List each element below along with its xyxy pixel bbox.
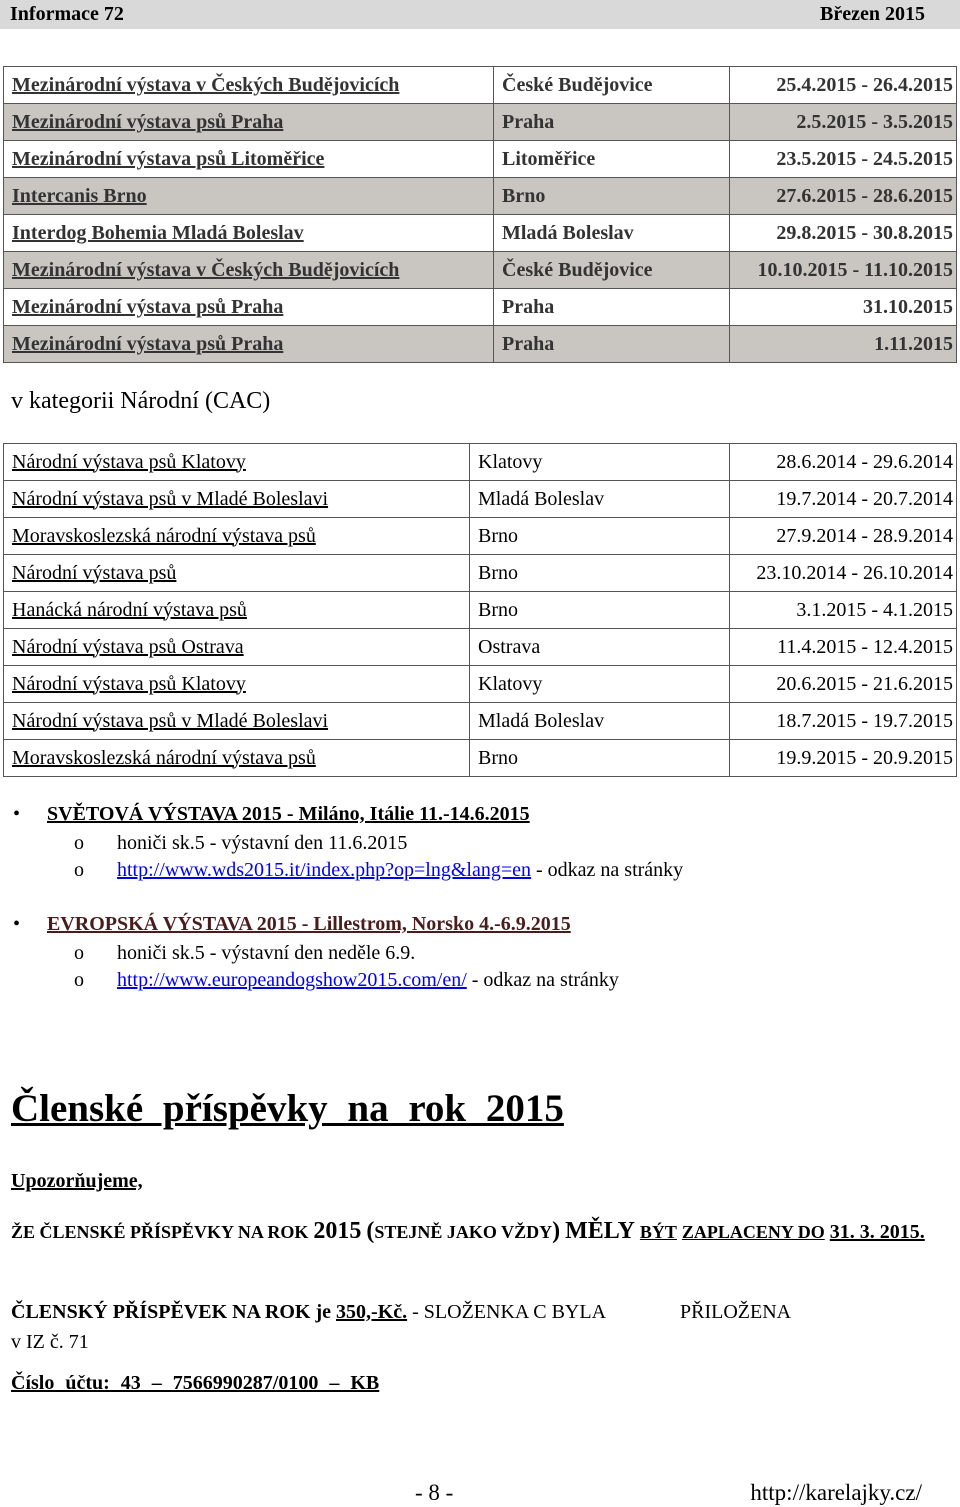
show-date: 10.10.2015 - 11.10.2015	[730, 252, 957, 289]
world-show-link[interactable]: http://www.wds2015.it/index.php?op=lng&lang=en	[117, 859, 532, 881]
show-city: Brno	[470, 555, 730, 592]
show-name[interactable]: Národní výstava psů Ostrava	[4, 629, 470, 666]
sub-bullet-icon: o	[74, 859, 84, 881]
euro-show-day: o honiči sk.5 - výstavní den neděle 6.9.	[74, 942, 416, 964]
show-name[interactable]: Národní výstava psů v Mladé Boleslavi	[4, 481, 470, 518]
fee-amount-paragraph: ČLENSKÝ PŘÍSPĚVEK NA ROK je 350,-Kč. - SLOŽENKA C BYLA PŘILOŽENA v IZ č. 71	[11, 1301, 792, 1353]
show-date: 27.9.2014 - 28.9.2014	[730, 518, 957, 555]
show-date: 3.1.2015 - 4.1.2015	[730, 592, 957, 629]
show-date: 25.4.2015 - 26.4.2015	[730, 67, 957, 104]
show-city: České Budějovice	[494, 252, 730, 289]
show-city: Mladá Boleslav	[470, 703, 730, 740]
sub-bullet-icon: o	[74, 832, 84, 854]
show-name[interactable]: Národní výstava psů Klatovy	[4, 444, 470, 481]
show-name[interactable]: Národní výstava psů Klatovy	[4, 666, 470, 703]
fees-deadline-paragraph: ŽE ČLENSKÉ PŘÍSPĚVKY NA ROK 2015 (STEJNĚ JAKO VŽDY) MĚLY BÝT ZAPLACENY DO 31. 3. 2015.	[11, 1218, 925, 1244]
world-show-day: o honiči sk.5 - výstavní den 11.6.2015	[74, 832, 408, 854]
international-show-row	[4, 178, 957, 215]
show-name[interactable]: Moravskoslezská národní výstava psů	[4, 740, 470, 777]
page-footer	[0, 1480, 960, 1507]
sub-bullet-icon: o	[74, 942, 84, 964]
national-show-row	[4, 629, 957, 666]
international-show-row	[4, 215, 957, 252]
national-show-row	[4, 703, 957, 740]
show-name[interactable]: Mezinárodní výstava psů Praha	[4, 289, 494, 326]
international-shows-table	[3, 66, 957, 363]
show-city: České Budějovice	[494, 67, 730, 104]
international-show-row	[4, 326, 957, 363]
show-date: 27.6.2015 - 28.6.2015	[730, 178, 957, 215]
show-name[interactable]: Interdog Bohemia Mladá Boleslav	[4, 215, 494, 252]
show-date: 2.5.2015 - 3.5.2015	[730, 104, 957, 141]
show-name[interactable]: Mezinárodní výstava v Českých Budějovicích	[4, 67, 494, 104]
show-city: Brno	[494, 178, 730, 215]
show-date: 23.10.2014 - 26.10.2014	[730, 555, 957, 592]
show-city: Praha	[494, 104, 730, 141]
national-show-row	[4, 444, 957, 481]
show-date: 11.4.2015 - 12.4.2015	[730, 629, 957, 666]
show-city: Ostrava	[470, 629, 730, 666]
page-header	[0, 0, 960, 29]
show-name[interactable]: Moravskoslezská národní výstava psů	[4, 518, 470, 555]
show-city: Praha	[494, 326, 730, 363]
national-category-heading: v kategorii Národní (CAC)	[11, 388, 271, 414]
show-name[interactable]: Hanácká národní výstava psů	[4, 592, 470, 629]
international-show-row	[4, 252, 957, 289]
show-city: Klatovy	[470, 444, 730, 481]
national-show-row	[4, 518, 957, 555]
sub-bullet-icon: o	[74, 969, 84, 991]
show-name[interactable]: Mezinárodní výstava psů Praha	[4, 104, 494, 141]
show-name[interactable]: Mezinárodní výstava v Českých Budějovicích	[4, 252, 494, 289]
international-show-row	[4, 289, 957, 326]
bank-account: Číslo účtu: 43 – 7566990287/0100 – KB	[11, 1372, 380, 1394]
show-city: Praha	[494, 289, 730, 326]
euro-show-link[interactable]: http://www.europeandogshow2015.com/en/	[117, 969, 467, 991]
show-date: 29.8.2015 - 30.8.2015	[730, 215, 957, 252]
world-show-link-row: o http://www.wds2015.it/index.php?op=lng&lang=en - odkaz na stránky	[74, 859, 684, 881]
footer-url[interactable]: http://karelajky.cz/	[750, 1480, 922, 1505]
show-name[interactable]: Národní výstava psů	[4, 555, 470, 592]
show-name[interactable]: Mezinárodní výstava psů Litoměřice	[4, 141, 494, 178]
show-city: Brno	[470, 740, 730, 777]
bullet-icon: •	[13, 803, 21, 825]
national-shows-table	[3, 443, 957, 777]
show-city: Klatovy	[470, 666, 730, 703]
world-show-title: SVĚTOVÁ VÝSTAVA 2015 - Miláno, Itálie 11.-14.6.2015	[47, 803, 530, 825]
euro-show-link-row: o http://www.europeandogshow2015.com/en/ - odkaz na stránky	[74, 969, 619, 991]
show-city: Mladá Boleslav	[470, 481, 730, 518]
international-show-row	[4, 104, 957, 141]
show-date: 20.6.2015 - 21.6.2015	[730, 666, 957, 703]
euro-show-title: EVROPSKÁ VÝSTAVA 2015 - Lillestrom, Norsko 4.-6.9.2015	[47, 913, 571, 935]
bullet-icon: •	[13, 913, 21, 935]
header-date: Březen 2015	[820, 3, 925, 25]
show-city: Brno	[470, 592, 730, 629]
show-date: 28.6.2014 - 29.6.2014	[730, 444, 957, 481]
national-show-row	[4, 592, 957, 629]
national-show-row	[4, 481, 957, 518]
notice-label: Upozorňujeme,	[11, 1170, 143, 1192]
international-show-row	[4, 141, 957, 178]
show-date: 23.5.2015 - 24.5.2015	[730, 141, 957, 178]
show-city: Litoměřice	[494, 141, 730, 178]
national-show-row	[4, 666, 957, 703]
fees-heading: Členské příspěvky na rok 2015	[11, 1087, 564, 1130]
show-city: Brno	[470, 518, 730, 555]
show-city: Mladá Boleslav	[494, 215, 730, 252]
show-date: 18.7.2015 - 19.7.2015	[730, 703, 957, 740]
international-show-row	[4, 67, 957, 104]
show-date: 19.7.2014 - 20.7.2014	[730, 481, 957, 518]
show-name[interactable]: Mezinárodní výstava psů Praha	[4, 326, 494, 363]
page-number: - 8 -	[415, 1480, 454, 1505]
show-name[interactable]: Intercanis Brno	[4, 178, 494, 215]
header-issue: Informace 72	[10, 3, 124, 25]
national-show-row	[4, 740, 957, 777]
show-name[interactable]: Národní výstava psů v Mladé Boleslavi	[4, 703, 470, 740]
show-date: 19.9.2015 - 20.9.2015	[730, 740, 957, 777]
national-show-row	[4, 555, 957, 592]
show-date: 31.10.2015	[730, 289, 957, 326]
show-date: 1.11.2015	[730, 326, 957, 363]
